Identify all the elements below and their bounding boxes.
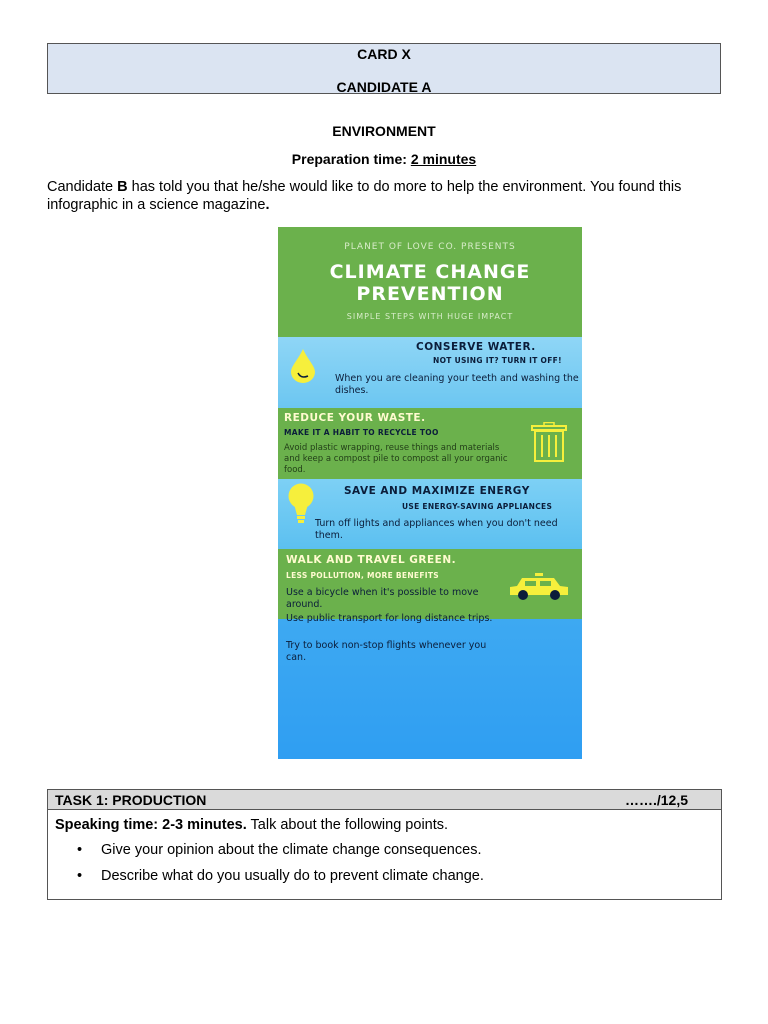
trash-bin-icon [531,422,567,462]
candidate-label: CANDIDATE A [336,79,432,95]
speaking-time-label: Speaking time: 2-3 minutes. [55,817,247,833]
task-bullet-text: Describe what do you usually do to prevent climate change. [101,868,484,884]
preparation-value: 2 minutes [410,151,477,167]
water-heading: CONSERVE WATER. [416,341,536,353]
waste-heading: REDUCE YOUR WASTE. [284,412,426,424]
task-bullet-text: Give your opinion about the climate change consequences. [101,842,482,858]
card-title: CARD X [357,46,411,62]
intro-text-1: Candidate [47,179,118,195]
light-bulb-icon [286,483,316,525]
bullet-marker: • [77,842,83,858]
infographic-title-line1: CLIMATE CHANGE [329,261,531,283]
preparation-label: Preparation time: [291,151,411,167]
water-body: When you are cleaning your teeth and washing the dishes. [335,373,579,396]
task-score: ……./12,5 [624,792,688,808]
card-header-box [47,43,721,94]
waste-body: Avoid plastic wrapping, reuse things and materials and keep a compost pile to compost all your organic food. [284,443,508,475]
speaking-instructions [55,817,448,833]
walk-heading: WALK AND TRAVEL GREEN. [286,554,457,566]
preparation-time [0,151,768,167]
waste-subheading: MAKE IT A HABIT TO RECYCLE TOO [284,428,439,437]
energy-body: Turn off lights and appliances when you don't need them. [315,518,558,541]
infographic-presents: PLANET OF LOVE CO. PRESENTS [344,242,516,252]
bullet-marker: • [77,868,83,884]
intro-period: . [265,197,270,213]
intro-paragraph [47,178,737,214]
intro-text-2: has told you that he/she would like to do more to help the environment. You found this infographic in a science magazine [47,179,682,213]
infographic-title-line2: PREVENTION [356,283,504,305]
intro-candidate-b: B [117,179,128,195]
walk-body-3: Try to book non-stop flights whenever you can. [286,640,487,663]
infographic-subtitle: SIMPLE STEPS WITH HUGE IMPACT [346,312,514,321]
water-subheading: NOT USING IT? TURN IT OFF! [433,356,562,365]
topic-heading: ENVIRONMENT [332,123,436,139]
task-bullet-item [77,868,484,884]
water-drop-icon [290,348,316,384]
task-bullet-item [77,842,481,858]
energy-heading: SAVE AND MAXIMIZE ENERGY [344,485,530,497]
walk-body-1: Use a bicycle when it's possible to move around. [286,587,479,610]
task-table [47,789,722,900]
car-icon [508,573,570,601]
infographic-image [278,227,582,759]
task-header [48,790,721,810]
walk-subheading: LESS POLLUTION, MORE BENEFITS [286,571,439,580]
speaking-instructions-text: Talk about the following points. [246,817,449,833]
task-title: TASK 1: PRODUCTION [55,792,207,808]
energy-subheading: USE ENERGY-SAVING APPLIANCES [402,502,553,511]
walk-body-2: Use public transport for long distance trips. [286,613,493,624]
